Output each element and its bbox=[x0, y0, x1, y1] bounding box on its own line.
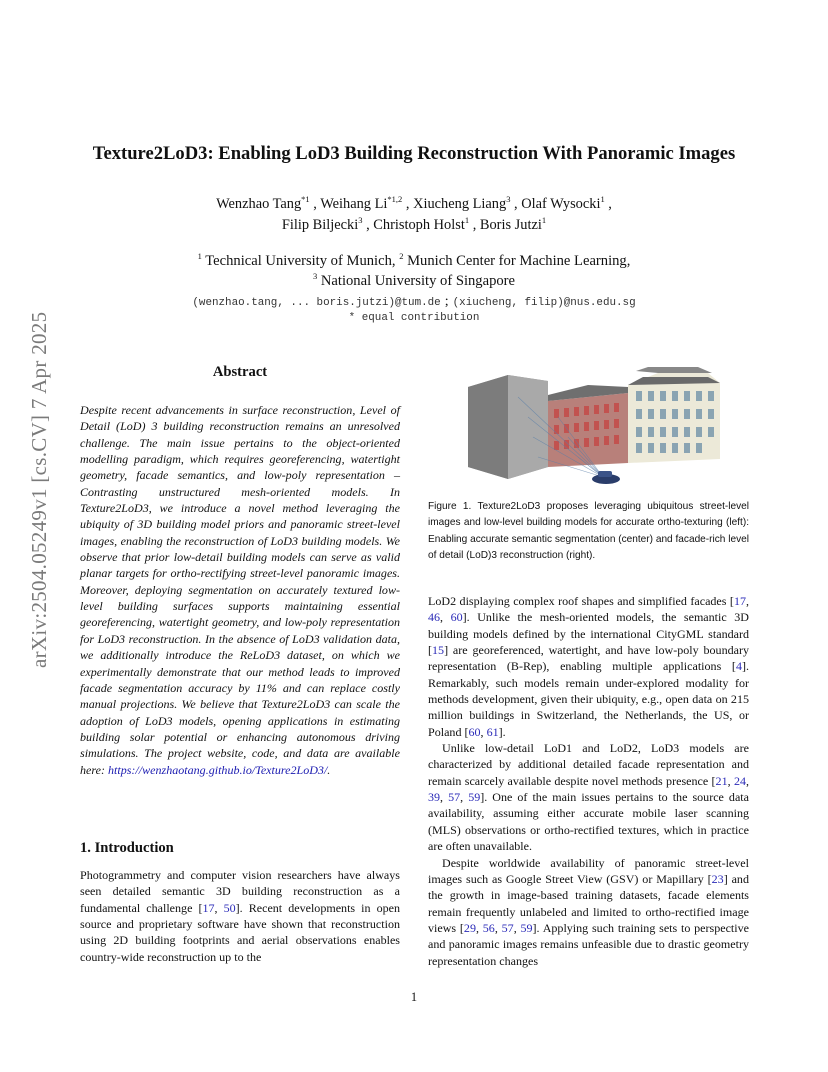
abstract-text: Despite recent advancements in surface reconstruction, Level of Detail (LoD) 3 building reconstruction remains an unresolved challenge. The main issue pertains to the object-oriented modelling paradigm, which requires georeferencing, watertight geometry, facade semantics, and low-poly representation – Contrasting unstructured mesh-oriented models. In Texture2LoD3, we introduce a novel method leveraging the ubiquity of 3D building model priors and panoramic street-level images, enabling the reconstruction of LoD3 building models. We observe that prior low-detail building models can serve as valid planar targets for ortho-rectifying street-level panoramic images. Moreover, deploying segmentation on accurately textured low-level building surfaces supports maintaining essential georeferencing, watertight geometry, and low-poly representation for LoD3 reconstruction. In the absence of LoD3 validation data, we additionally introduce the ReLoD3 dataset, on which we experimentally demonstrate that our method leads to improved facade segmentation accuracy by 11% and can replace costly manual projections. We believe that Texture2LoD3 can scale the adoption of LoD3 models, opening applications in estimating building solar potential or enhancing autonomous driving simulations. The project website, code, and data are available here: bbox=[80, 403, 400, 777]
author-affil-mark: 3 bbox=[506, 194, 511, 205]
author-name: Olaf Wysocki bbox=[521, 196, 601, 212]
text-run: , bbox=[440, 610, 451, 625]
text-run: , bbox=[745, 773, 749, 788]
citation-link[interactable]: 56 bbox=[482, 920, 495, 935]
affiliation-line-2 bbox=[80, 271, 748, 291]
text-run: ]. Remarkably, such models remain under-explored modality for methods development, given their ubiquity, e.g., open data on 215 million buildings in Switzerland, the Netherlands, the US, or Poland [ bbox=[428, 659, 749, 739]
citation-link[interactable]: 17 bbox=[202, 900, 215, 915]
abstract-end: . bbox=[327, 762, 331, 777]
text-run: Despite worldwide availability of panoramic street-level images such as Google Street View (GSV) or Mapillary [ bbox=[428, 855, 749, 886]
author-name: Boris Jutzi bbox=[479, 217, 542, 233]
author-affil-mark: *1,2 bbox=[387, 194, 403, 205]
affiliation-mcml: Munich Center for Machine Learning, bbox=[403, 253, 631, 269]
intro-body bbox=[80, 867, 400, 965]
email-tum: (wenzhao.tang, ... boris.jutzi)@tum.de bbox=[192, 297, 441, 309]
citation-link[interactable]: 60 bbox=[468, 724, 481, 739]
section-heading-introduction: 1. Introduction bbox=[80, 840, 174, 856]
affiliation-line-1 bbox=[80, 251, 748, 271]
text-run: ]. One of the main issues pertains to the source data availability, assuming either accurate mobile laser scanning (MLS) observations or ortho-rectified textures, which in practice are often unavailable. bbox=[428, 790, 749, 854]
text-run: Unlike low-detail LoD1 and LoD2, LoD3 models are characterized by additional detailed facade representation and remain scarcely available despite novel methods presence [ bbox=[428, 741, 749, 788]
author-name: Xiucheng Liang bbox=[413, 196, 507, 212]
author-name: Filip Biljecki bbox=[281, 217, 359, 233]
author-affil-mark: 1 bbox=[541, 215, 547, 226]
text-run: , bbox=[475, 920, 483, 935]
author-line-1: Wenzhao Tang$^{*1}$ , Weihang Li$^{*1,2}$ , Xiucheng Liang$^3$ , Olaf Wysocki$^1$ , bbox=[216, 194, 612, 212]
citation-link[interactable]: 50 bbox=[223, 900, 236, 915]
text-run: ]. bbox=[498, 724, 506, 739]
citation-link[interactable]: 15 bbox=[432, 643, 445, 658]
citation-link[interactable]: 23 bbox=[711, 871, 724, 886]
author-affil-mark: *1 bbox=[301, 194, 310, 205]
text-run: , bbox=[727, 773, 734, 788]
abstract-heading: Abstract bbox=[212, 364, 268, 380]
affil-mark: 3 bbox=[312, 271, 318, 282]
body-paragraph bbox=[428, 855, 749, 969]
text-run: LoD2 displaying complex roof shapes and simplified facades [ bbox=[428, 594, 734, 608]
text-run: , bbox=[480, 724, 487, 739]
citation-link[interactable]: 57 bbox=[501, 920, 514, 935]
equal-contribution-note: * equal contribution bbox=[348, 312, 480, 324]
citation-link[interactable]: 46 bbox=[428, 610, 441, 625]
text-run: , bbox=[440, 790, 449, 805]
citation-link[interactable]: 59 bbox=[520, 920, 533, 935]
citation-link[interactable]: 60 bbox=[450, 610, 463, 625]
project-website-link[interactable]: https://wenzhaotang.github.io/Texture2LoD3/ bbox=[107, 762, 328, 777]
text-run: , bbox=[214, 900, 224, 915]
affiliation-tum: Technical University of Munich, bbox=[201, 253, 400, 269]
figure-1-caption: Figure 1. Texture2LoD3 proposes leveraging ubiquitous street-level images and low-level building models for accurate ortho-texturing (left): Enabling accurate semantic segmentation (center) and facade-rich level of detail (LoD)3 reconstruction (right). bbox=[428, 501, 749, 561]
citation-link[interactable]: 57 bbox=[448, 790, 461, 805]
text-run: , bbox=[460, 790, 469, 805]
email-separator: ; bbox=[444, 294, 449, 309]
figure-1-image bbox=[448, 367, 748, 497]
citation-link[interactable]: 29 bbox=[463, 920, 476, 935]
paper-title: Texture2LoD3: Enabling LoD3 Building Reconstruction With Panoramic Images bbox=[92, 143, 736, 164]
intro-paragraph bbox=[80, 867, 400, 965]
text-run: ] are georeferenced, watertight, and have low-poly boundary representation (B-Rep), enabling multiple applications [ bbox=[428, 643, 749, 674]
text-run: ]. Unlike the mesh-oriented models, the semantic 3D building models defined by the international CityGML standard [ bbox=[428, 610, 749, 658]
affiliation-nus: National University of Singapore bbox=[317, 273, 516, 289]
body-paragraph bbox=[428, 740, 749, 854]
citation-link[interactable]: 61 bbox=[486, 724, 499, 739]
citation-link[interactable]: 24 bbox=[733, 773, 746, 788]
citation-link[interactable]: 39 bbox=[428, 790, 441, 805]
email-line bbox=[80, 292, 748, 310]
citation-link[interactable]: 17 bbox=[733, 594, 746, 608]
right-column-body bbox=[428, 593, 749, 969]
page-number: 1 bbox=[410, 990, 418, 1004]
author-affil-mark: 3 bbox=[358, 215, 363, 226]
text-run: , bbox=[513, 920, 521, 935]
author-list bbox=[80, 194, 748, 236]
building-model-illustration bbox=[468, 367, 720, 484]
citation-link[interactable]: 4 bbox=[735, 659, 742, 674]
author-name: Christoph Holst bbox=[373, 217, 465, 233]
text-run: ]. Applying such training sets to perspective and panoramic images remains unfeasible due to drastic geometry representation changes bbox=[428, 920, 750, 968]
citation-link[interactable]: 59 bbox=[468, 790, 481, 805]
text-run: ] and the growth in image-based training datasets, facade elements remain frequently unlabeled and limited to ortho-rectified image views [ bbox=[428, 871, 749, 935]
author-name: Weihang Li bbox=[320, 196, 388, 212]
body-paragraph bbox=[428, 593, 749, 740]
affiliations bbox=[80, 251, 748, 291]
author-name: Wenzhao Tang bbox=[216, 196, 302, 212]
arxiv-stamp: arXiv:2504.05249v1 [cs.CV] 7 Apr 2025 bbox=[27, 311, 51, 668]
affil-mark: 2 bbox=[399, 251, 404, 262]
author-affil-mark: 1 bbox=[600, 194, 605, 205]
text-run: , bbox=[745, 594, 749, 608]
author-line-2: Filip Biljecki$^3$ , Christoph Holst$^1$ , Boris Jutzi$^1$ bbox=[281, 215, 547, 233]
author-affil-mark: 1 bbox=[464, 215, 470, 226]
email-nus: (xiucheng, filip)@nus.edu.sg bbox=[452, 297, 636, 309]
text-run: Photogrammetry and computer vision researchers have always seen detailed semantic 3D building reconstruction as a fundamental challenge [ bbox=[80, 868, 400, 915]
text-run: ]. Recent developments in open source and proprietary software have shown that reconstruction using 2D building footprints and aerial observations enables country-wide reconstruction up to the bbox=[80, 900, 400, 964]
text-run: , bbox=[494, 920, 502, 935]
citation-link[interactable]: 21 bbox=[715, 773, 728, 788]
affil-mark: 1 bbox=[197, 251, 202, 262]
abstract-body bbox=[80, 402, 400, 778]
